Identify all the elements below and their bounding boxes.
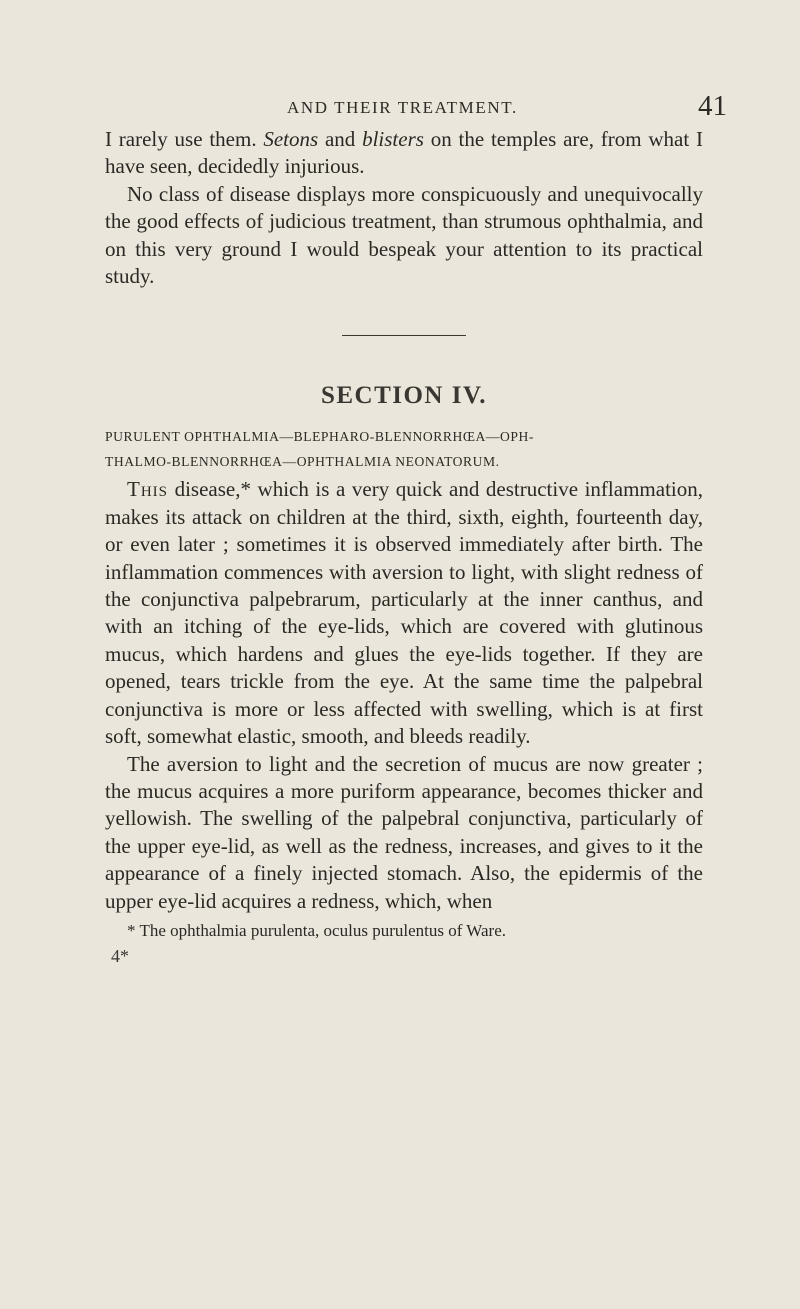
para3-rest: disease,* which is a very quick and destructive inflammation, makes its attack on children at the third, sixth, eighth, fourteenth day, or even later ; sometimes it is observed immediately after birth. The inflammation commences with aversion to light, with slight redness of the conjunctiva palpebrarum, particularly at the inner canthus, and with an itching of the eye-lids, which are covered with glutinous mucus, which hardens and glues the eye-lids together. If they are opened, tears trickle from the eye. At the same time the palpebral conjunctiva is more or less affected with swelling, which is at first soft, somewhat elastic, smooth, and bleeds readily.	[105, 477, 703, 749]
section-divider	[342, 335, 466, 336]
paragraph-setons	[105, 126, 703, 181]
paragraph-purulent	[105, 476, 703, 750]
paragraph-strumous: No class of disease displays more conspicuously and unequivocally the good effects of judicious treatment, than strumous ophthalmia, and on this very ground I would bespeak your attention to its practical study.	[105, 181, 703, 289]
subtitle-line-2: THALMO-BLENNORRHŒA—OPHTHALMIA NEONATORUM.	[105, 454, 500, 470]
signature-mark: 4*	[111, 945, 129, 966]
body-text	[105, 126, 703, 967]
page-header	[0, 84, 800, 124]
section-title: SECTION IV.	[320, 382, 488, 410]
term-setons: Setons	[263, 127, 319, 151]
page-number: 41	[698, 90, 727, 122]
section-subtitle	[105, 424, 703, 474]
footnote: * The ophthalmia purulenta, oculus purulentus of Ware.	[127, 920, 506, 940]
para1-mid: and	[318, 127, 363, 151]
paragraph-aversion: The aversion to light and the secretion of mucus are now greater ; the mucus acquires a more puriform appearance, becomes thicker and yellowish. The swelling of the palpebral conjunctiva, particularly of the upper eye-lid, as well as the redness, increases, and gives to it the appearance of a finely injected stomach. Also, the epidermis of the upper eye-lid acquires a redness, which, when	[105, 751, 703, 913]
para3-lead: This	[127, 477, 168, 502]
term-blisters: blisters	[362, 127, 424, 151]
para1-post: on the temples are, from what I have seen, decidedly injurious.	[105, 127, 703, 179]
subtitle-line-1: PURULENT OPHTHALMIA—BLEPHARO-BLENNORRHŒA—OPH-	[105, 429, 534, 445]
para1-pre: I rarely use them.	[105, 127, 264, 151]
running-head: AND THEIR TREATMENT.	[287, 98, 518, 117]
